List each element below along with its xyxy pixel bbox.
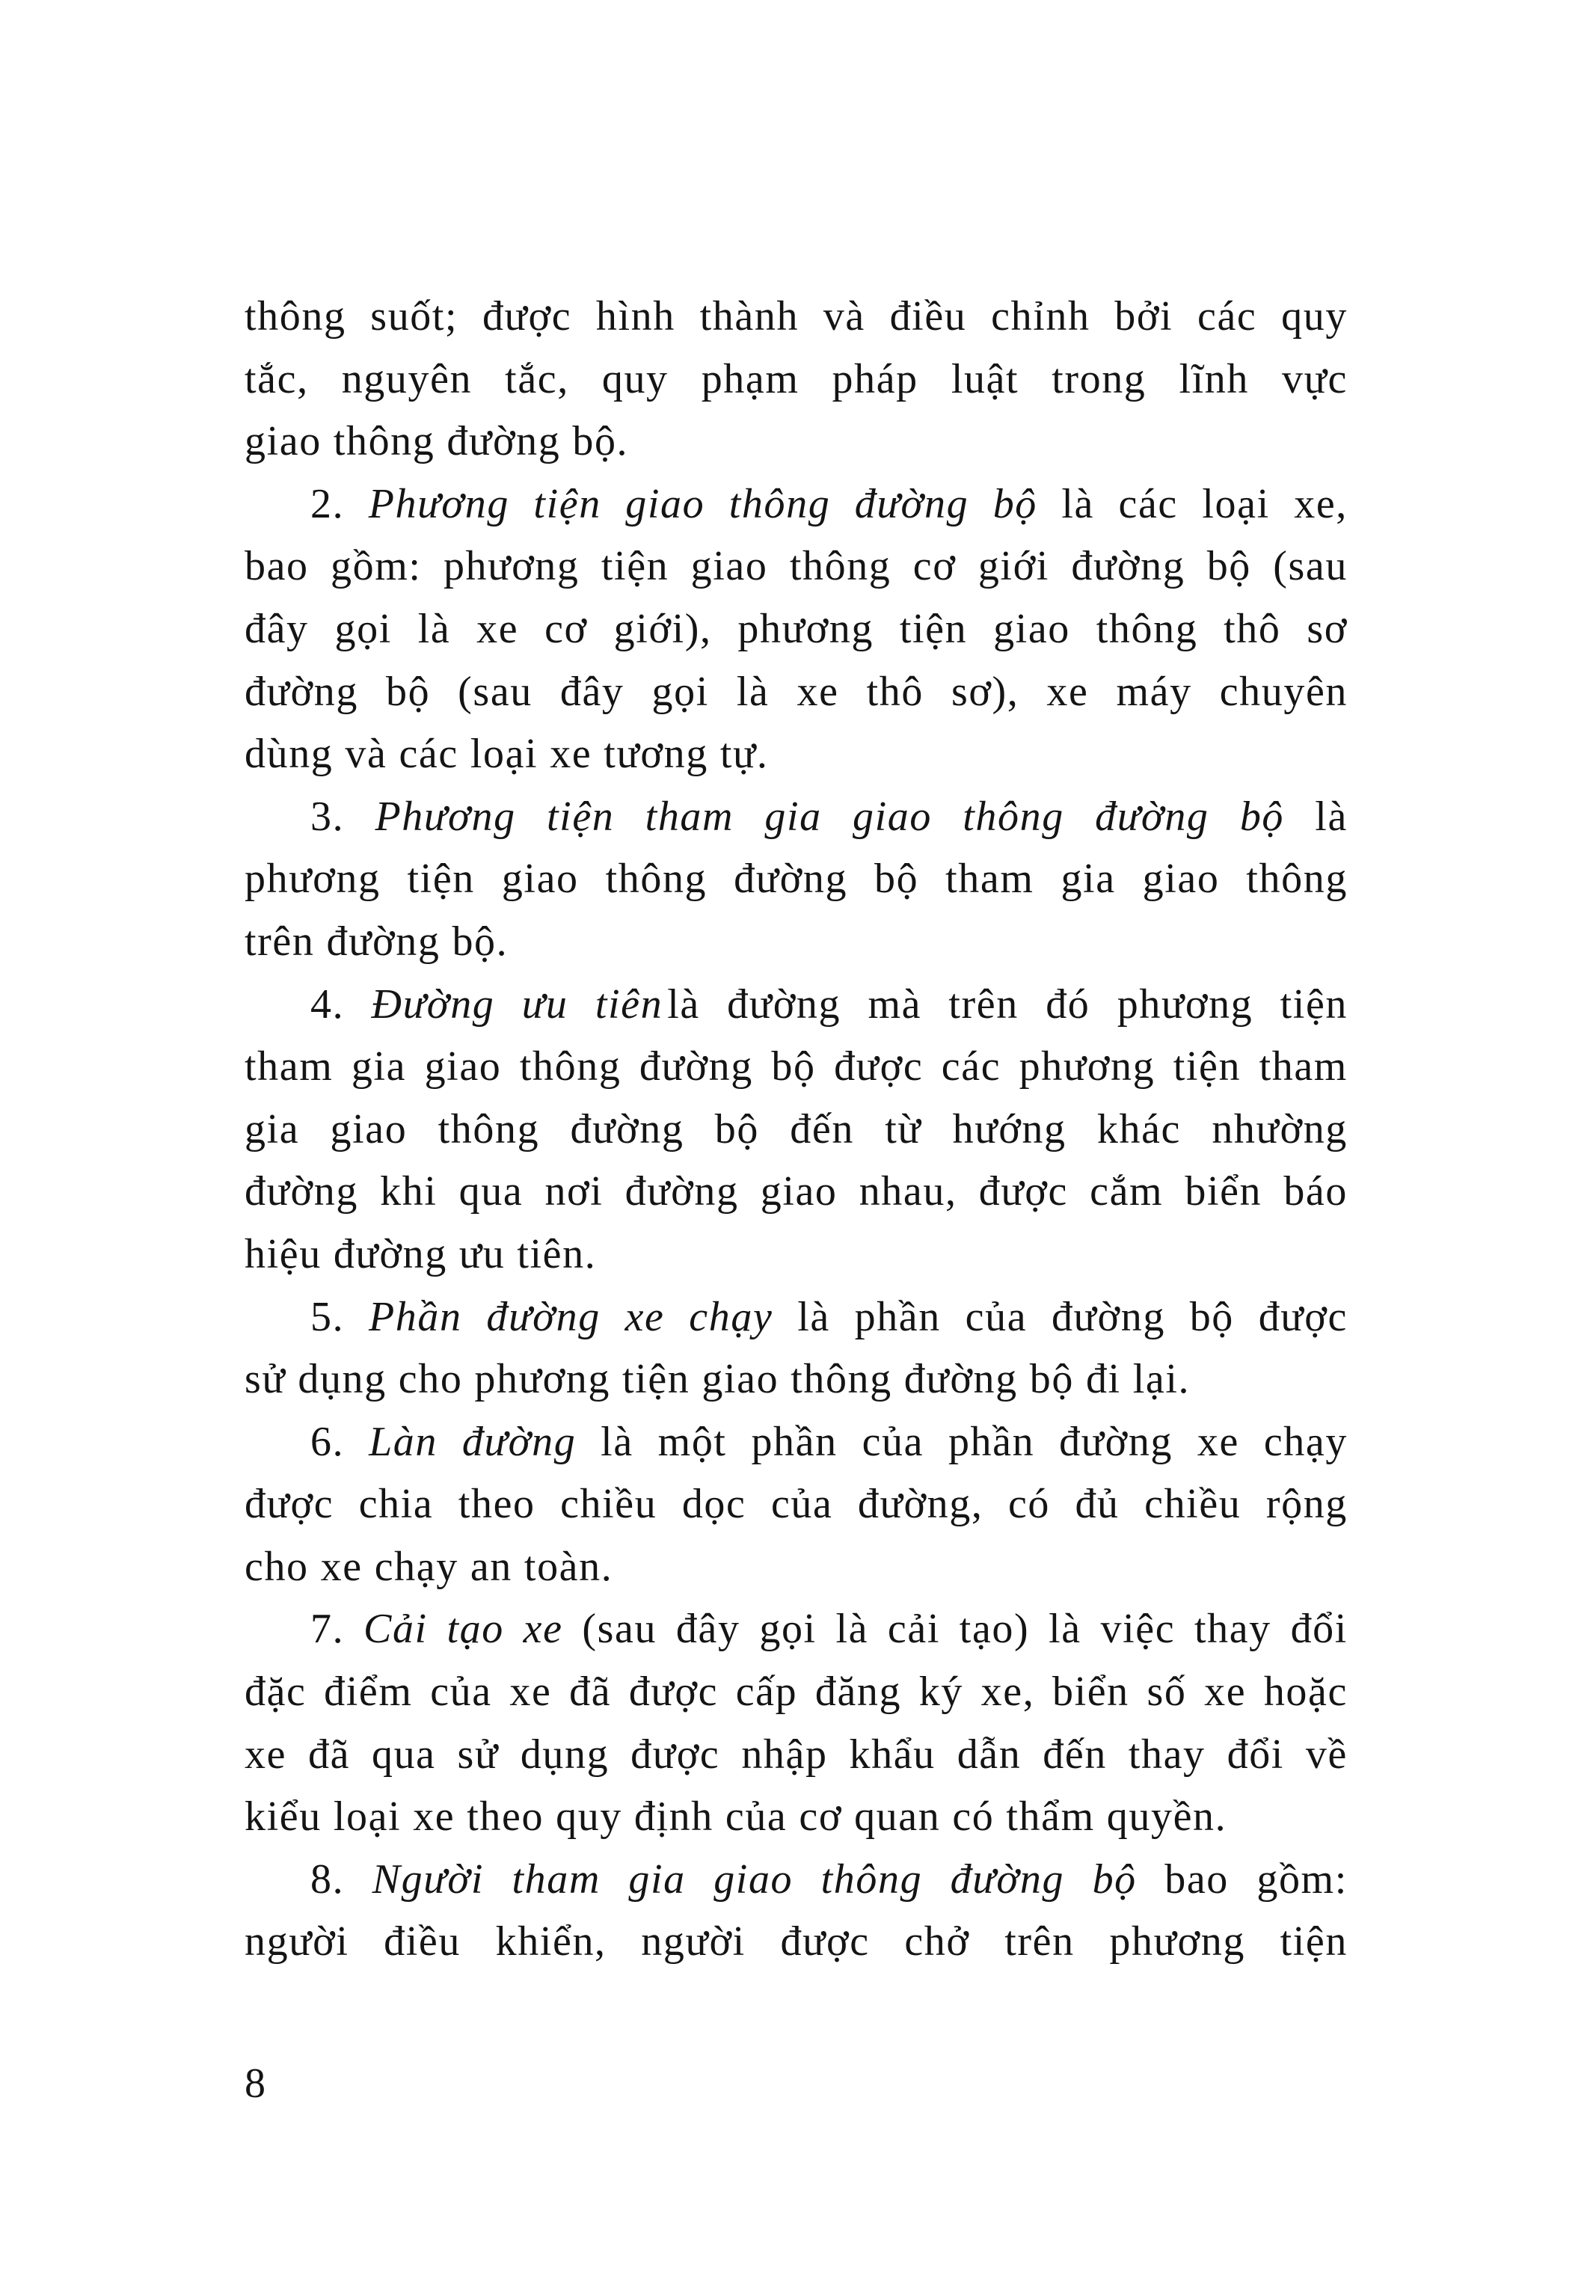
word: người xyxy=(245,1918,349,1965)
text-line xyxy=(245,1348,1348,1411)
italic-term-word: tham xyxy=(645,793,734,840)
word: đã xyxy=(569,1669,612,1716)
word: nguyên xyxy=(341,355,473,402)
word: thay xyxy=(1128,1731,1206,1778)
word: nơi xyxy=(544,1168,604,1215)
word: khác xyxy=(1096,1105,1182,1152)
word: về xyxy=(1305,1731,1348,1778)
word: xe, xyxy=(980,1669,1035,1716)
word: được xyxy=(1258,1293,1348,1340)
word: thông xyxy=(438,1105,540,1152)
text-line xyxy=(245,1724,1348,1787)
italic-term-word: đường xyxy=(461,1418,577,1465)
word: đăng xyxy=(814,1669,902,1716)
word: xe xyxy=(1204,1669,1247,1716)
word: đường xyxy=(245,1168,358,1215)
word: cơ xyxy=(544,605,588,652)
word: bao xyxy=(1164,1855,1229,1903)
word: quy xyxy=(1281,293,1348,340)
italic-term-word: tiên xyxy=(595,980,663,1028)
word: thô xyxy=(866,668,924,715)
text-line xyxy=(245,1911,1348,1974)
word: trên xyxy=(245,918,315,965)
word: tiện xyxy=(622,1356,690,1403)
word: là xyxy=(1315,793,1348,840)
word: tham xyxy=(945,856,1034,903)
italic-term-word: chạy xyxy=(689,1293,773,1340)
word: và xyxy=(345,731,387,778)
word: qua xyxy=(371,1731,436,1778)
word: hướng xyxy=(952,1105,1066,1152)
word: loại xyxy=(1202,480,1270,527)
italic-term-word: thông xyxy=(820,1855,923,1903)
word: đường xyxy=(245,668,358,715)
word: trên xyxy=(1004,1918,1075,1965)
word: giới xyxy=(977,543,1049,590)
italic-term-word: đường xyxy=(1095,793,1209,840)
word: mà xyxy=(868,980,922,1028)
word: quyền. xyxy=(1106,1793,1227,1841)
word: tiện xyxy=(1173,1043,1241,1090)
text-line xyxy=(245,1536,1348,1599)
word: khiển, xyxy=(495,1918,607,1965)
word: đường xyxy=(333,1230,447,1277)
word: đây xyxy=(245,605,309,652)
word: là xyxy=(797,1293,830,1340)
word: người xyxy=(641,1918,746,1965)
word: các xyxy=(1197,293,1257,340)
word: (sau xyxy=(1273,543,1348,590)
word: là xyxy=(601,1418,633,1465)
word: là xyxy=(1061,480,1095,527)
word: dùng xyxy=(245,731,334,778)
word: điều xyxy=(889,293,967,340)
word: xe xyxy=(413,1793,455,1841)
italic-term-word: giao xyxy=(853,793,932,840)
word: đi xyxy=(1085,1356,1121,1403)
word: phương xyxy=(1117,980,1253,1028)
word: sơ xyxy=(1307,605,1348,652)
word: được xyxy=(245,1481,334,1528)
word: sử xyxy=(245,1356,286,1403)
word: 5. xyxy=(310,1293,345,1340)
word: giao xyxy=(993,605,1070,652)
word: xe xyxy=(1046,668,1089,715)
word: bộ xyxy=(1206,543,1251,590)
text-line xyxy=(245,598,1348,661)
word: tắc, xyxy=(505,355,569,402)
word xyxy=(595,974,700,1037)
word: tiện xyxy=(1280,1918,1348,1965)
word: cấp xyxy=(735,1669,798,1716)
word: phạm xyxy=(701,355,799,402)
word: quan xyxy=(854,1793,941,1841)
italic-term-word: Phần xyxy=(368,1293,462,1340)
word: giới), xyxy=(613,605,712,652)
italic-term-word: bộ xyxy=(992,480,1037,527)
word: chạy xyxy=(1263,1418,1348,1465)
text-line xyxy=(245,1661,1348,1724)
italic-term-word: tạo xyxy=(446,1606,504,1653)
italic-term-word: Cải xyxy=(363,1606,428,1653)
word: bộ xyxy=(714,1105,759,1152)
word: cho xyxy=(398,1356,463,1403)
word: an xyxy=(470,1543,512,1590)
italic-term-word: tiện xyxy=(547,793,615,840)
word: đường xyxy=(446,418,561,465)
word: gia xyxy=(245,1105,300,1152)
word: kiểu xyxy=(245,1793,322,1841)
word: thông xyxy=(519,1043,621,1090)
word: quy xyxy=(601,355,669,402)
word: lĩnh xyxy=(1179,355,1249,402)
word: đường xyxy=(570,1105,684,1152)
word: một xyxy=(657,1418,727,1465)
italic-term-word: đường xyxy=(486,1293,601,1340)
word: biển xyxy=(1052,1669,1129,1716)
word: của xyxy=(430,1669,492,1716)
word: 2. xyxy=(310,480,345,527)
word: tự. xyxy=(719,731,769,778)
word: dọc xyxy=(681,1481,746,1528)
word: phương xyxy=(1109,1918,1245,1965)
word: có xyxy=(952,1793,995,1841)
word: đủ xyxy=(1075,1481,1120,1528)
word: ưu xyxy=(458,1230,506,1277)
word: được xyxy=(978,1168,1068,1215)
word: cắm xyxy=(1090,1168,1164,1215)
word: bộ xyxy=(385,668,431,715)
italic-term-word: thông xyxy=(963,793,1064,840)
italic-term-word: giao xyxy=(625,480,705,527)
word: thông xyxy=(245,293,346,340)
word: thô xyxy=(1224,605,1281,652)
word: gọi xyxy=(651,668,709,715)
text-line xyxy=(245,535,1348,598)
word: sử xyxy=(457,1731,499,1778)
word: xe xyxy=(1197,1418,1239,1465)
word: phần xyxy=(948,1418,1035,1465)
word: đường, xyxy=(857,1481,983,1528)
word: thẩm xyxy=(1006,1793,1095,1841)
word: thông xyxy=(1246,856,1348,903)
text-line xyxy=(245,286,1348,349)
italic-term-word: Phương xyxy=(368,480,509,527)
word: giao xyxy=(690,543,768,590)
word: bao xyxy=(245,543,309,590)
word: hoặc xyxy=(1263,1669,1348,1716)
word: đây xyxy=(559,668,624,715)
word: của xyxy=(725,1793,788,1841)
text-line xyxy=(245,1224,1348,1286)
italic-term-word: ưu xyxy=(521,980,568,1028)
italic-term-word: Phương xyxy=(375,793,516,840)
word: là xyxy=(667,980,700,1028)
text-line xyxy=(245,1099,1348,1161)
word: phương xyxy=(443,543,580,590)
word: điều xyxy=(384,1918,461,1965)
word: (sau xyxy=(582,1606,657,1653)
paragraph-first-line xyxy=(245,1849,1348,1912)
word: tạo) xyxy=(959,1606,1030,1653)
word: khẩu xyxy=(849,1731,936,1778)
word: phương xyxy=(1019,1043,1155,1090)
word: 3. xyxy=(310,793,345,840)
italic-term-word: tiện xyxy=(533,480,601,527)
word: giao xyxy=(245,418,322,465)
word: quy xyxy=(556,1793,622,1841)
word: gia xyxy=(351,1043,407,1090)
word: từ xyxy=(885,1105,922,1152)
italic-term-word: Người xyxy=(372,1855,485,1903)
word: suốt; xyxy=(370,293,458,340)
word: thay xyxy=(1194,1606,1271,1653)
word: báo xyxy=(1283,1168,1348,1215)
word: xe xyxy=(797,668,839,715)
word: là xyxy=(736,668,770,715)
italic-term-word: Đường xyxy=(371,980,495,1028)
word: đường xyxy=(734,856,848,903)
word: cơ xyxy=(799,1793,843,1841)
text-line xyxy=(245,349,1348,411)
word: đường xyxy=(624,1168,739,1215)
word: bộ. xyxy=(572,418,629,465)
word: bộ xyxy=(874,856,919,903)
word: dụng xyxy=(520,1731,610,1778)
word: gọi xyxy=(759,1606,817,1653)
italic-term-word: bộ xyxy=(1239,793,1285,840)
word: lại. xyxy=(1132,1356,1191,1403)
italic-term-word: xe xyxy=(523,1606,563,1653)
paragraph-first-line xyxy=(245,1598,1348,1661)
text-line xyxy=(245,411,1348,473)
word: toàn. xyxy=(524,1543,613,1590)
word: xe xyxy=(320,1543,363,1590)
word: việc xyxy=(1100,1606,1176,1653)
word: đến xyxy=(1043,1731,1107,1778)
word: đường xyxy=(1051,1293,1165,1340)
word: gia xyxy=(1061,856,1116,903)
word: tiện xyxy=(1280,980,1348,1028)
italic-term-word: giao xyxy=(713,1855,794,1903)
word: giao xyxy=(702,1356,779,1403)
word: phương xyxy=(474,1356,610,1403)
italic-term-word: đường xyxy=(854,480,969,527)
word: pháp xyxy=(832,355,918,402)
paragraph-first-line xyxy=(245,786,1348,849)
word: xe xyxy=(509,1669,552,1716)
word: nhau, xyxy=(859,1168,957,1215)
word: phần xyxy=(854,1293,941,1340)
word: là xyxy=(417,605,451,652)
word: chuyên xyxy=(1219,668,1348,715)
word: đường xyxy=(727,980,841,1028)
word: biển xyxy=(1185,1168,1262,1215)
word: tham xyxy=(245,1043,334,1090)
word: đến xyxy=(790,1105,854,1152)
word: được xyxy=(482,293,572,340)
word: xe xyxy=(476,605,519,652)
word: thông xyxy=(333,418,435,465)
word: hiệu xyxy=(245,1230,322,1277)
italic-term-word: tham xyxy=(512,1855,601,1903)
word: giao xyxy=(760,1168,838,1215)
word: tắc, xyxy=(245,355,309,402)
word: bộ xyxy=(1189,1293,1234,1340)
page-number: 8 xyxy=(245,2060,266,2107)
word: chiều xyxy=(1144,1481,1241,1528)
word: 8. xyxy=(310,1855,345,1903)
word: tiên. xyxy=(517,1230,597,1277)
word: phần xyxy=(751,1418,838,1465)
italic-term-word: bộ xyxy=(1092,1855,1137,1903)
paragraph-first-line xyxy=(245,974,1348,1037)
word: phương xyxy=(737,605,874,652)
word: định xyxy=(633,1793,713,1841)
word: vực xyxy=(1281,355,1348,402)
word: đổi xyxy=(1227,1731,1284,1778)
word: tiện xyxy=(407,856,475,903)
word: đường xyxy=(903,1356,1018,1403)
word: là xyxy=(835,1606,869,1653)
word: cơ xyxy=(912,543,957,590)
word: sơ), xyxy=(951,668,1019,715)
word: được xyxy=(630,1731,720,1778)
word: phương xyxy=(245,856,381,903)
word: bộ xyxy=(771,1043,816,1090)
word: của xyxy=(965,1293,1028,1340)
italic-term-word: thông xyxy=(728,480,831,527)
word: trong xyxy=(1052,355,1147,402)
italic-term-word: gia xyxy=(764,793,822,840)
word: xe, xyxy=(1294,480,1348,527)
word: số xyxy=(1147,1669,1187,1716)
word: điểm xyxy=(324,1669,413,1716)
word: cho xyxy=(245,1543,309,1590)
word: chia xyxy=(358,1481,434,1528)
word: các xyxy=(1118,480,1178,527)
word: hình xyxy=(595,293,675,340)
word: qua xyxy=(458,1168,524,1215)
word: bộ. xyxy=(452,918,509,965)
text-line xyxy=(245,1786,1348,1849)
word: cải xyxy=(887,1606,940,1653)
word: theo xyxy=(467,1793,544,1841)
word: đặc xyxy=(245,1669,307,1716)
word: bởi xyxy=(1114,293,1173,340)
word: khi xyxy=(380,1168,438,1215)
word: 6. xyxy=(310,1418,345,1465)
word: bộ xyxy=(1029,1356,1074,1403)
word: gồm: xyxy=(331,543,422,590)
word: 7. xyxy=(310,1606,345,1653)
word: loại xyxy=(333,1793,402,1841)
text-line xyxy=(245,1036,1348,1099)
word: nhường xyxy=(1212,1105,1348,1152)
word: máy xyxy=(1116,668,1192,715)
word: tiện xyxy=(899,605,968,652)
word: dụng xyxy=(298,1356,387,1403)
word: chiều xyxy=(560,1481,657,1528)
word: rộng xyxy=(1265,1481,1348,1528)
text-line xyxy=(245,1161,1348,1224)
paragraph-first-line xyxy=(245,473,1348,536)
word: chở xyxy=(904,1918,970,1965)
word: thông xyxy=(789,543,891,590)
word: của xyxy=(862,1418,924,1465)
word: có xyxy=(1007,1481,1050,1528)
word: đường xyxy=(1059,1418,1173,1465)
word: và xyxy=(823,293,865,340)
word: 4. xyxy=(310,980,345,1028)
word: giao xyxy=(424,1043,502,1090)
word: đường xyxy=(326,918,441,965)
word: giao xyxy=(1142,856,1220,903)
word: loại xyxy=(470,731,538,778)
paragraph-first-line xyxy=(245,1411,1348,1474)
word: đường xyxy=(1071,543,1185,590)
word: thông xyxy=(1096,605,1198,652)
word: gồm: xyxy=(1256,1855,1348,1903)
italic-term-word: Làn xyxy=(369,1418,438,1465)
word: trên xyxy=(948,980,1019,1028)
word: nhập xyxy=(741,1731,828,1778)
word: xe xyxy=(245,1731,287,1778)
paragraph-first-line xyxy=(245,1286,1348,1349)
body-text xyxy=(245,286,1348,1974)
text-line xyxy=(245,848,1348,911)
word: đây xyxy=(675,1606,740,1653)
text-line xyxy=(245,1473,1348,1536)
word: dẫn xyxy=(957,1731,1022,1778)
word: ký xyxy=(918,1669,963,1716)
word: thông xyxy=(791,1356,892,1403)
word: đã xyxy=(307,1731,351,1778)
word: đường xyxy=(639,1043,753,1090)
word: tiện xyxy=(601,543,669,590)
word: các xyxy=(941,1043,1001,1090)
word: chạy xyxy=(374,1543,458,1590)
italic-term-word: xe xyxy=(624,1293,665,1340)
text-line xyxy=(245,911,1348,974)
word: giao xyxy=(501,856,579,903)
word: tương xyxy=(604,731,708,778)
word: các xyxy=(399,731,458,778)
italic-term-word: gia xyxy=(628,1855,686,1903)
word: (sau xyxy=(458,668,532,715)
word: đổi xyxy=(1290,1606,1348,1653)
word: của xyxy=(770,1481,833,1528)
italic-term-word: đường xyxy=(950,1855,1065,1903)
word: xe xyxy=(550,731,592,778)
word: được xyxy=(780,1918,870,1965)
text-line xyxy=(245,661,1348,724)
word: theo xyxy=(458,1481,535,1528)
word: chỉnh xyxy=(991,293,1090,340)
word: là xyxy=(1049,1606,1081,1653)
word: thông xyxy=(605,856,708,903)
word: gọi xyxy=(334,605,392,652)
word: được xyxy=(628,1669,719,1716)
word: được xyxy=(834,1043,924,1090)
word: luật xyxy=(951,355,1019,402)
word: đó xyxy=(1046,980,1090,1028)
text-line xyxy=(245,723,1348,786)
word: tham xyxy=(1259,1043,1348,1090)
word: giao xyxy=(330,1105,408,1152)
word: thành xyxy=(699,293,799,340)
